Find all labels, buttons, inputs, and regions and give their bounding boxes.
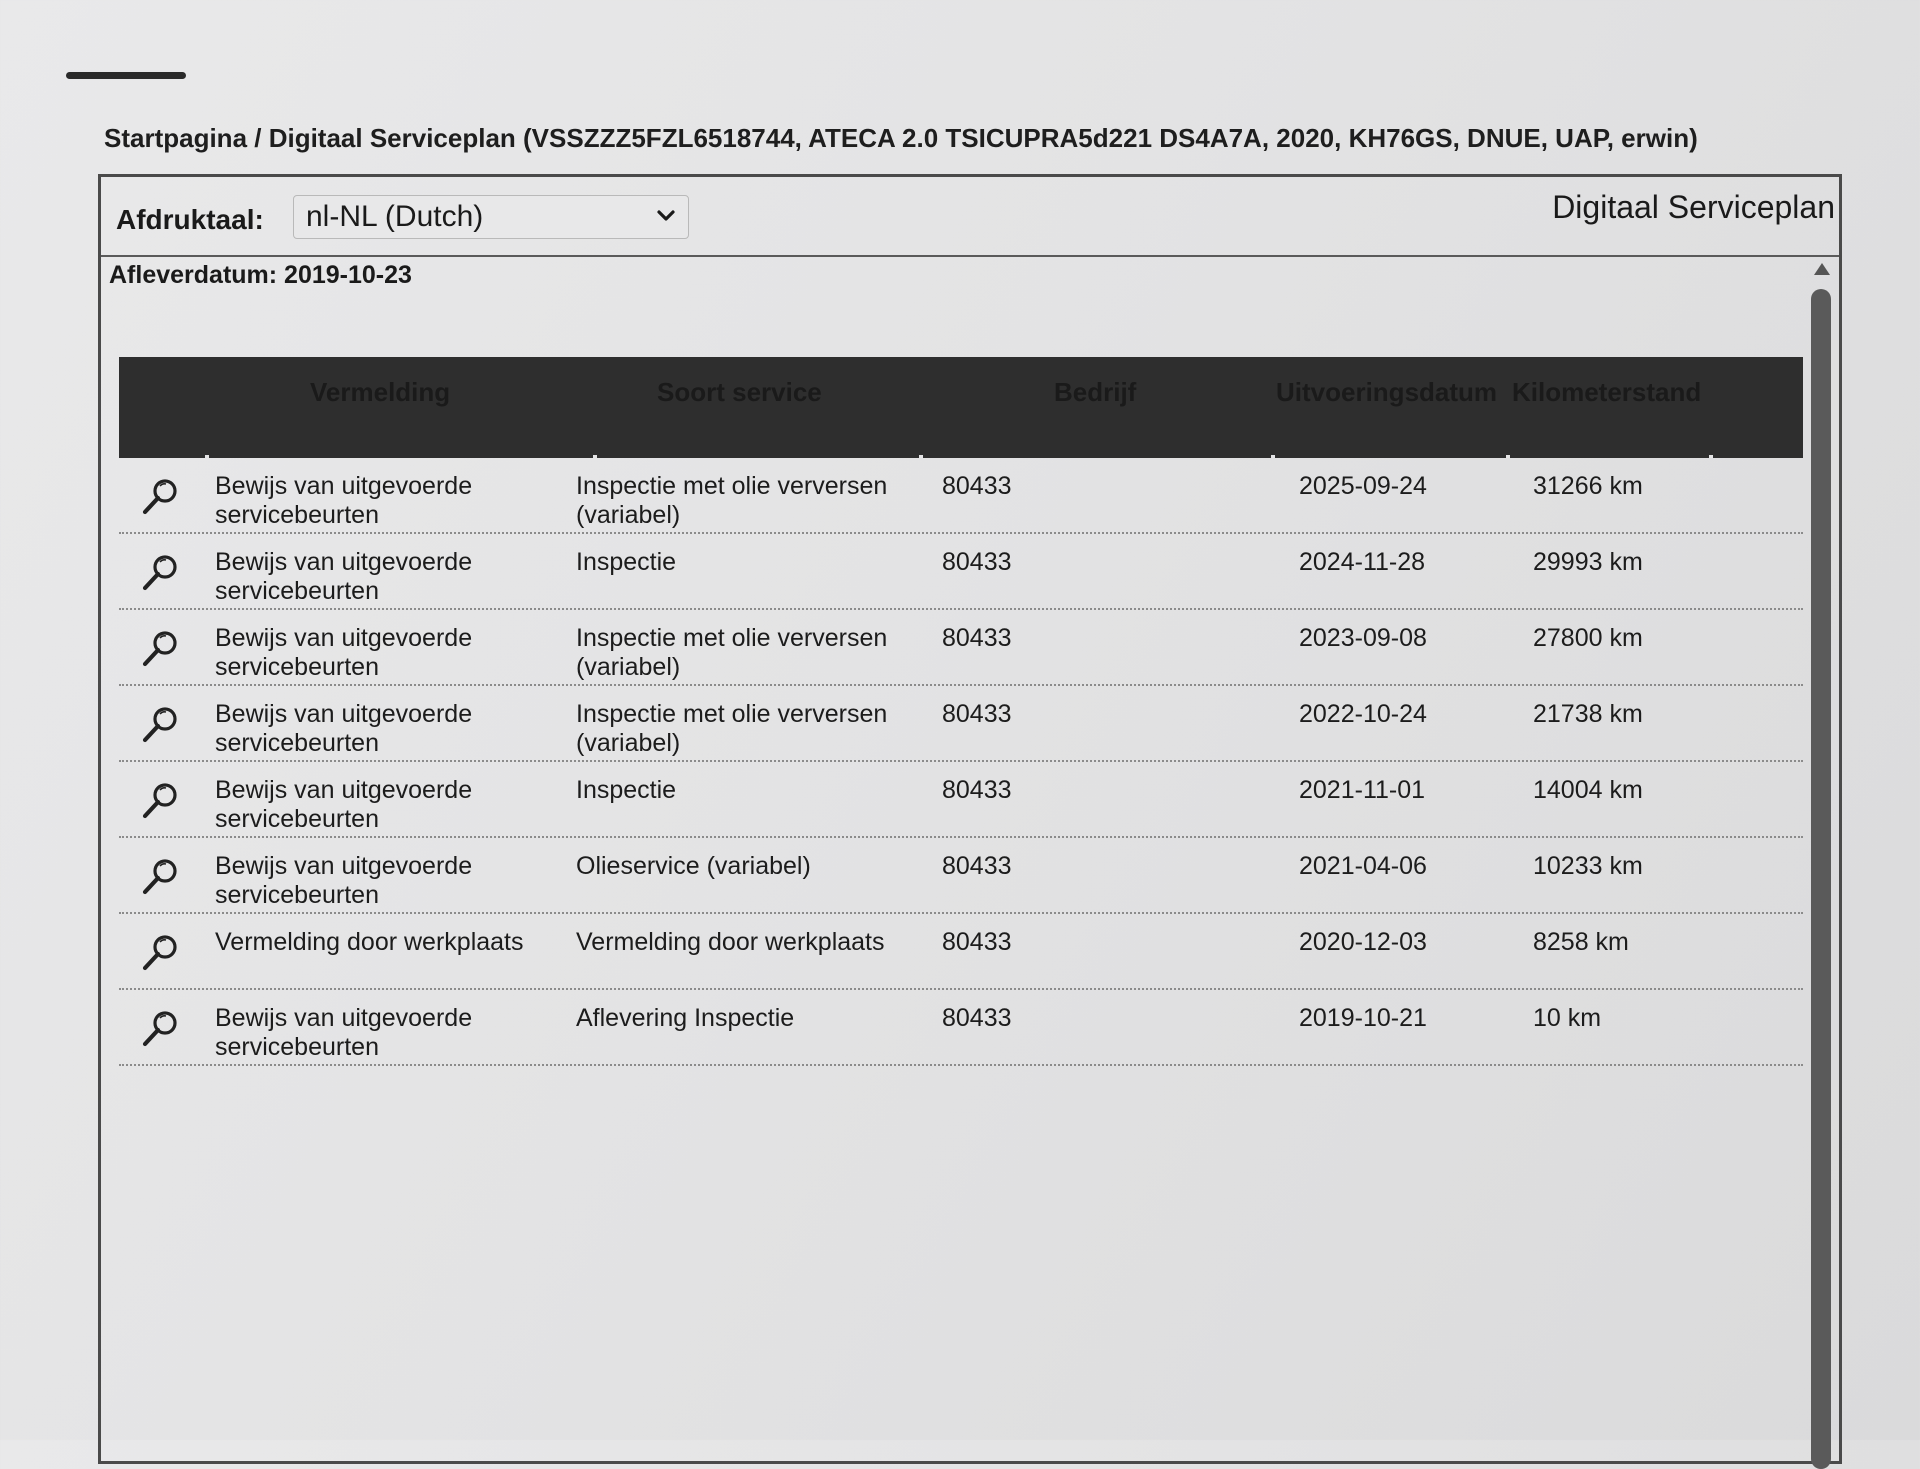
print-language-label: Afdruktaal:: [116, 204, 264, 235]
cell-entry: Bewijs van uitgevoerde servicebeurten: [215, 1004, 473, 1061]
breadcrumb: Startpagina / Digitaal Serviceplan (VSSZZZ5FZL6518744, ATECA 2.0 TSICUPRA5d221 DS4A7A, 2020, KH76GS, DNUE, UAP, erwin): [104, 123, 1698, 153]
table-row: [119, 686, 1803, 762]
service-history-table: [119, 357, 1803, 1066]
cell-mileage: 10233 km: [1533, 852, 1643, 880]
cell-company: 80433: [942, 1004, 1012, 1032]
cell-date: 2025-09-24: [1299, 472, 1427, 500]
print-language-select[interactable]: [293, 195, 689, 239]
cell-entry: Vermelding door werkplaats: [215, 928, 524, 956]
cell-entry: Bewijs van uitgevoerde servicebeurten: [215, 472, 473, 529]
cell-mileage: 31266 km: [1533, 472, 1643, 500]
cell-mileage: 21738 km: [1533, 700, 1643, 728]
cell-service-type: Inspectie met olie verversen (variabel): [576, 700, 888, 757]
panel-title: Digitaal Serviceplan: [1552, 189, 1835, 225]
cell-service-type: Vermelding door werkplaats: [576, 928, 885, 956]
table-row: [119, 458, 1803, 534]
magnifier-icon[interactable]: [139, 854, 183, 898]
scroll-up-arrow-icon[interactable]: [1814, 263, 1830, 275]
service-plan-panel: [98, 174, 1842, 1464]
cell-company: 80433: [942, 548, 1012, 576]
cell-entry: Bewijs van uitgevoerde servicebeurten: [215, 852, 473, 909]
cell-company: 80433: [942, 624, 1012, 652]
table-row: [119, 762, 1803, 838]
chevron-down-icon: [654, 204, 678, 228]
cell-entry: Bewijs van uitgevoerde servicebeurten: [215, 548, 473, 605]
vertical-scrollbar[interactable]: [1811, 263, 1833, 1463]
magnifier-icon[interactable]: [139, 626, 183, 670]
cell-company: 80433: [942, 776, 1012, 804]
cell-service-type: Inspectie met olie verversen (variabel): [576, 624, 888, 681]
cell-mileage: 27800 km: [1533, 624, 1643, 652]
magnifier-icon[interactable]: [139, 702, 183, 746]
decorative-dash: [66, 72, 186, 79]
cell-service-type: Aflevering Inspectie: [576, 1004, 795, 1032]
cell-service-type: Inspectie met olie verversen (variabel): [576, 472, 888, 529]
panel-header: [101, 177, 1839, 257]
cell-date: 2020-12-03: [1299, 928, 1427, 956]
cell-mileage: 10 km: [1533, 1004, 1602, 1032]
cell-company: 80433: [942, 700, 1012, 728]
delivery-date: Afleverdatum: 2019-10-23: [109, 261, 412, 289]
column-header-service-type[interactable]: Soort service: [657, 377, 822, 407]
cell-service-type: Olieservice (variabel): [576, 852, 811, 880]
cell-entry: Bewijs van uitgevoerde servicebeurten: [215, 700, 473, 757]
magnifier-icon[interactable]: [139, 474, 183, 518]
cell-mileage: 8258 km: [1533, 928, 1629, 956]
cell-date: 2023-09-08: [1299, 624, 1427, 652]
table-body: [119, 458, 1803, 1066]
column-header-entry[interactable]: Vermelding: [310, 377, 451, 407]
cell-company: 80433: [942, 928, 1012, 956]
cell-service-type: Inspectie: [576, 548, 677, 576]
magnifier-icon[interactable]: [139, 550, 183, 594]
cell-date: 2021-11-01: [1299, 776, 1426, 804]
cell-service-type: Inspectie: [576, 776, 677, 804]
cell-mileage: 29993 km: [1533, 548, 1643, 576]
table-row: [119, 610, 1803, 686]
cell-date: 2021-04-06: [1299, 852, 1427, 880]
cell-mileage: 14004 km: [1533, 776, 1643, 804]
cell-entry: Bewijs van uitgevoerde servicebeurten: [215, 624, 473, 681]
cell-date: 2022-10-24: [1299, 700, 1427, 728]
print-language-value: nl-NL (Dutch): [306, 200, 484, 233]
magnifier-icon[interactable]: [139, 1006, 183, 1050]
column-header-company[interactable]: Bedrijf: [1054, 377, 1137, 407]
cell-date: 2024-11-28: [1299, 548, 1426, 576]
cell-entry: Bewijs van uitgevoerde servicebeurten: [215, 776, 473, 833]
table-row: [119, 914, 1803, 990]
magnifier-icon[interactable]: [139, 778, 183, 822]
magnifier-icon[interactable]: [139, 930, 183, 974]
table-row: [119, 990, 1803, 1066]
table-row: [119, 838, 1803, 914]
cell-date: 2019-10-21: [1299, 1004, 1427, 1032]
cell-company: 80433: [942, 472, 1012, 500]
column-header-date[interactable]: Uitvoeringsdatum: [1276, 377, 1498, 407]
table-row: [119, 534, 1803, 610]
table-header: [119, 357, 1803, 458]
scroll-thumb[interactable]: [1811, 289, 1831, 1469]
cell-company: 80433: [942, 852, 1012, 880]
column-header-mileage[interactable]: Kilometerstand: [1512, 377, 1702, 407]
